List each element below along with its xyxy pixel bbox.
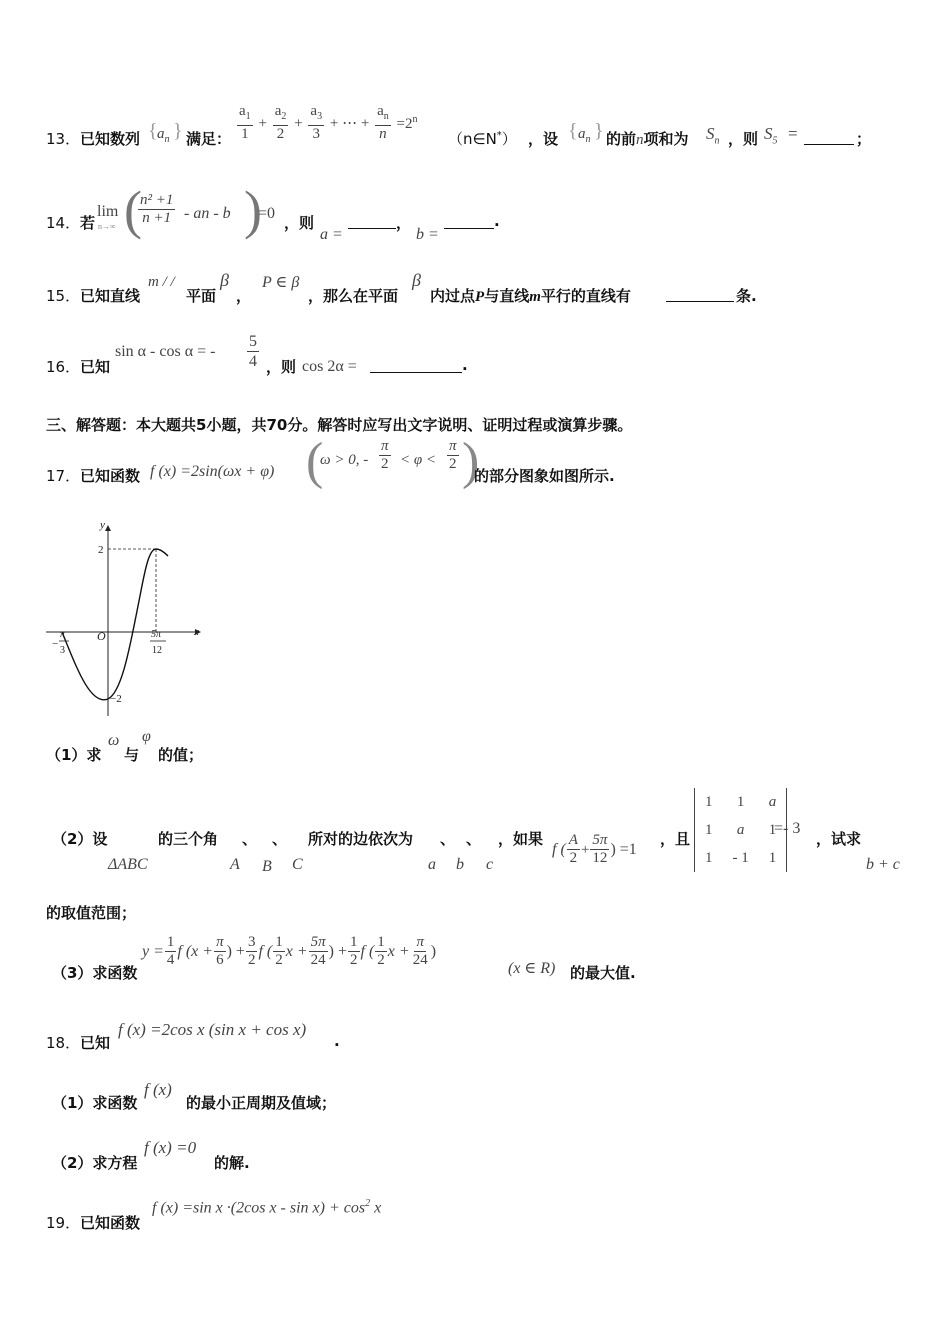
q14-paren-left: ( xyxy=(124,180,142,240)
q19-text-1: 已知函数 xyxy=(80,1214,141,1232)
q13-brace2-left: { xyxy=(568,120,578,142)
q19-number: 19． xyxy=(46,1214,81,1232)
q17-graph xyxy=(42,516,212,722)
q13-term-1: $\frac{a_1}{1}$ xyxy=(239,103,251,142)
q15-beta-2: β xyxy=(412,270,421,290)
q17-p3-end: 的最大值. xyxy=(570,964,636,982)
q17-determinant: 1 1 a 1 a 1 1 - 1 1 xyxy=(694,788,787,872)
q17-det-eq: =- 3 xyxy=(774,820,801,837)
q17-cond-frac-1: $\frac{\pi}{2}$ xyxy=(381,438,389,472)
q13-condition: （n∈N*） xyxy=(448,130,517,148)
q13-Sn: $S_n$ xyxy=(706,124,720,147)
graph-y-min: −2 xyxy=(110,693,122,705)
q14-number: 14． xyxy=(46,214,81,232)
q18-p1-end: 的最小正周期及值域； xyxy=(186,1094,337,1112)
q13-text-3: ，设 xyxy=(528,130,559,148)
q14-lim-sub: n→∞ xyxy=(98,222,116,231)
q19-function: f (x) =sin x ·(2cos $x - \sin x) + \cos^2 x$ xyxy=(152,1198,382,1217)
q13-term-2: $\frac{a_2}{2}$ xyxy=(274,103,287,142)
graph-origin: O xyxy=(97,629,106,643)
q17-p2-triangle: ΔABC xyxy=(108,856,148,873)
q16-end: . xyxy=(462,356,468,374)
q14-comma: ， xyxy=(396,214,412,232)
q15-m-parallel: m / / xyxy=(148,274,175,290)
q13-dots: + ⋯ + xyxy=(329,115,370,132)
q14-text-2: ，则 xyxy=(284,214,315,232)
q15-p-in-beta: P ∈ β xyxy=(262,274,300,291)
q13-rhs: $=2^n$ xyxy=(396,113,418,132)
sine-curve xyxy=(62,549,168,700)
q17-p2-bc: b + c xyxy=(866,856,900,873)
q17-cond-1: ω > 0, - xyxy=(320,452,369,468)
q15-answer-blank[interactable] xyxy=(666,287,734,302)
q17-p2-a: a xyxy=(428,856,436,873)
q13-brace-right: } xyxy=(173,120,183,142)
q13-number: 13． xyxy=(46,130,81,148)
q17-paren-left: ( xyxy=(306,433,324,490)
q17-p2-sep-4: 、 xyxy=(466,830,482,848)
graph-x-left-sign: − xyxy=(52,638,59,650)
q14-b-blank[interactable] xyxy=(444,214,494,229)
q17-p2-text-1: 的三个角 xyxy=(158,830,219,848)
q17-text-1: 已知函数 xyxy=(80,467,141,485)
graph-y-max: 2 xyxy=(98,544,104,556)
q17-p3-label: （3）求函数 xyxy=(52,964,138,982)
q17-p1-label: （1）求 xyxy=(46,746,102,764)
graph-x-right-num: 5π xyxy=(151,629,162,640)
q16-expr: sin α - cos α = - xyxy=(115,343,216,360)
q17-p1-phi: φ xyxy=(142,728,151,745)
q17-p2-text-4: ，且 xyxy=(660,830,691,848)
q17-p2-condition: f ( $\frac{A}{2}$ + $\frac{5\pi}{12}$ ) =1 xyxy=(552,832,637,866)
q14-rest: - an - b xyxy=(184,205,231,222)
q13-brace-left: { xyxy=(148,120,158,142)
graph-x-right-den: 12 xyxy=(152,645,162,656)
q13-text-2: 满足： xyxy=(186,130,232,148)
q14-b: b = xyxy=(416,226,439,243)
q16-text-2: ，则 xyxy=(266,358,297,376)
q17-number: 17． xyxy=(46,467,81,485)
q17-p2-text-3: ，如果 xyxy=(498,830,544,848)
q13-text-1: 已知数列 xyxy=(80,130,141,148)
q17-p1-and: 与 xyxy=(124,746,140,764)
q13-text-4: 的前n项和为 xyxy=(606,130,689,148)
graph-x-label: x xyxy=(194,626,199,638)
q17-p2-C: C xyxy=(292,856,303,873)
q15-beta: β xyxy=(220,270,229,290)
q15-number: 15． xyxy=(46,287,81,305)
graph-x-left-den: 3 xyxy=(60,645,65,656)
q14-paren-right: ) xyxy=(244,180,262,240)
q14-fraction: $\frac{\text{n² +1}}{n +1}$ xyxy=(140,192,174,226)
q15-comma: ， xyxy=(236,287,252,305)
q14-a: a = xyxy=(320,226,343,243)
section-3-heading: 三、解答题：本大题共5小题，共70分。解答时应写出文字说明、证明过程或演算步骤。 xyxy=(46,416,633,434)
q17-p2-b: b xyxy=(456,856,464,873)
q13-text-5: ，则 xyxy=(728,130,759,148)
q17-p1-omega: ω xyxy=(108,732,120,749)
q18-text-1: 已知 xyxy=(80,1034,111,1052)
q16-cos2a: cos 2α = xyxy=(302,358,357,375)
q13-brace2-right: } xyxy=(594,120,604,142)
q17-p3-domain: (x ∈ R) xyxy=(508,960,556,977)
q17-p2-text-2: 所对的边依次为 xyxy=(308,830,414,848)
q17-p2-A: A xyxy=(230,856,240,873)
q13-end: ； xyxy=(856,130,872,148)
q16-fraction: $\frac{5}{4}$ xyxy=(249,333,257,370)
q17-cond-frac-2: $\frac{\pi}{2}$ xyxy=(449,438,457,472)
q17-cond-lt: < φ < xyxy=(400,452,437,468)
q18-number: 18． xyxy=(46,1034,81,1052)
q15-text-3: ，那么在平面 xyxy=(308,287,399,305)
q17-p1-end: 的值； xyxy=(158,746,204,764)
q17-p2-label: （2）设 xyxy=(52,830,108,848)
q17-p3-expression: y = $\frac{1}{4}$ f (x + $\frac{\pi}{6}$ ) + $\frac{3}{2}$ f ( $\frac{1}{2}$ x + $\frac{5\pi}{24}$ ) + $\frac{1}{2}$ f ( $\frac{1}{2}$ x + $\frac{\pi}{24}$ ) xyxy=(142,934,437,968)
q15-text-4: 内过点P与直线m平行的直线有 xyxy=(430,287,631,305)
q13-equals: = xyxy=(788,124,798,143)
q13-seq-2: $a_n$ xyxy=(578,126,591,145)
q15-text-5: 条. xyxy=(736,287,757,305)
q13-S5: $S_5$ xyxy=(764,124,778,147)
q13-seq: $a_n$ xyxy=(157,126,170,145)
q13-answer-blank[interactable] xyxy=(804,128,854,145)
q17-p2-sep-2: 、 xyxy=(272,830,288,848)
q18-p1-f: f (x) xyxy=(144,1080,172,1099)
q16-text-1: 已知 xyxy=(80,358,111,376)
q17-paren-right: ) xyxy=(462,433,480,490)
q14-eq0: =0 xyxy=(258,205,276,222)
q18-p2-end: 的解. xyxy=(214,1154,250,1172)
q17-p2-B: B xyxy=(262,858,272,875)
graph-x-left-num: π xyxy=(60,629,66,640)
q14-end: . xyxy=(494,212,500,230)
q16-number: 16． xyxy=(46,358,81,376)
q13-sum: $\frac{a_1}{1}$ + $\frac{a_2}{2}$ + $\frac{a_3}{3}$ + ⋯ + $\frac{a_n}{n}$ $=2^n$ xyxy=(239,103,418,142)
q14-a-blank[interactable] xyxy=(348,214,396,229)
q14-text-1: 若 xyxy=(80,214,96,232)
graph-y-label: y xyxy=(100,519,105,531)
q17-p2-text-6: 的取值范围； xyxy=(46,904,137,922)
q17-p2-text-5: ，试求 xyxy=(816,830,862,848)
q17-p2-sep-3: 、 xyxy=(440,830,456,848)
q13-term-n: $\frac{a_n}{n}$ xyxy=(377,103,389,142)
q18-p2-equation: f (x) =0 xyxy=(144,1138,197,1157)
q16-answer-blank[interactable] xyxy=(370,358,462,373)
q18-end: . xyxy=(334,1032,340,1050)
q18-function: f (x) =2cos x (sin x + cos x) xyxy=(118,1020,307,1039)
q18-p2-label: （2）求方程 xyxy=(52,1154,138,1172)
q13-term-3: $\frac{a_3}{3}$ xyxy=(310,103,323,142)
q17-function: f (x) =2sin(ωx + φ) xyxy=(150,463,275,480)
q17-p2-c: c xyxy=(486,856,494,873)
q15-text-1: 已知直线 xyxy=(80,287,141,305)
q17-text-2: 的部分图象如图所示. xyxy=(474,467,615,485)
q18-p1-label: （1）求函数 xyxy=(52,1094,138,1112)
q14-lim: lim xyxy=(97,203,119,220)
q17-p2-sep-1: 、 xyxy=(242,830,258,848)
q15-text-2: 平面 xyxy=(186,287,217,305)
